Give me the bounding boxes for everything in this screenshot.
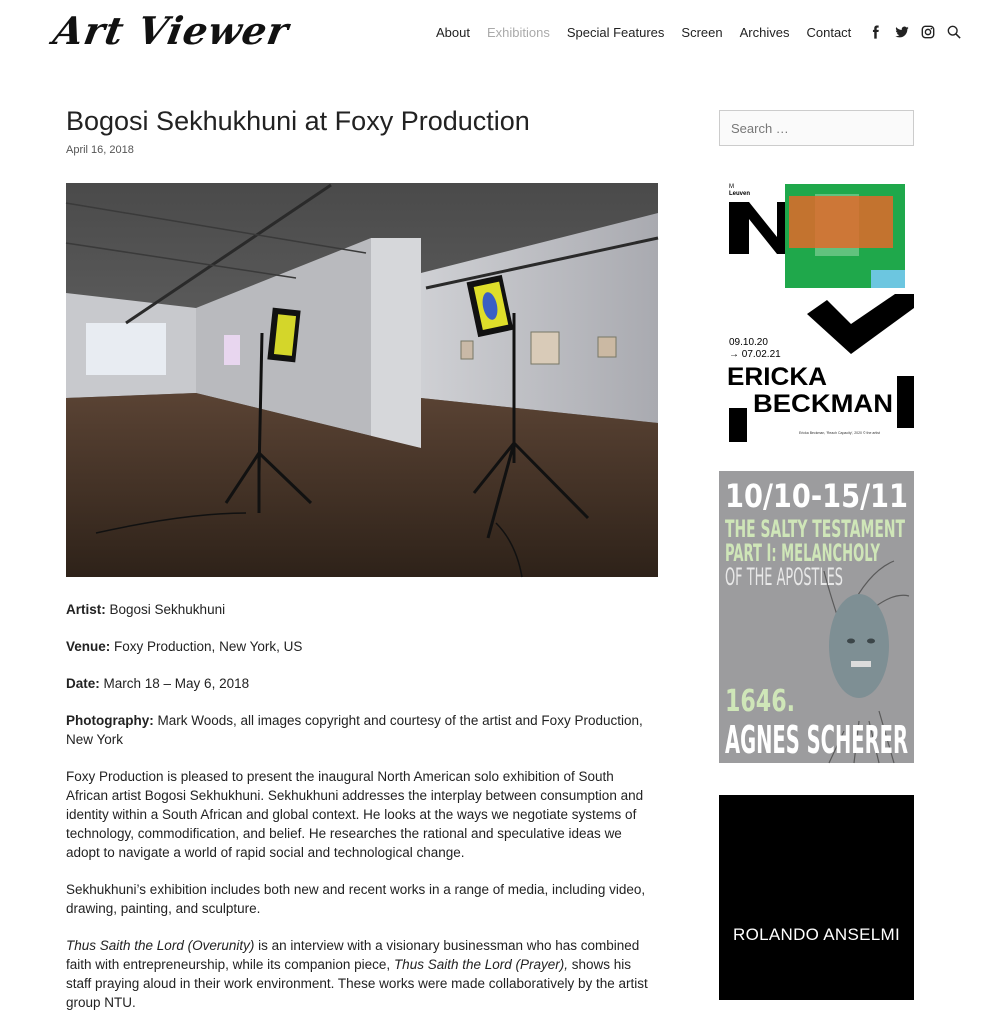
ad-rolando-anselmi[interactable] — [719, 795, 914, 1000]
ad2-artist: AGNES SCHERER — [725, 718, 908, 762]
instagram-icon[interactable] — [920, 24, 936, 40]
main-nav — [436, 24, 972, 40]
nav-archives[interactable]: Archives — [739, 24, 790, 40]
article-title: Bogosi Sekhukhuni at Foxy Production — [66, 106, 530, 136]
twitter-icon[interactable] — [894, 24, 910, 40]
facebook-icon[interactable] — [868, 24, 884, 40]
nav-exhibitions[interactable]: Exhibitions — [486, 24, 550, 40]
paragraph-intro: Foxy Production is pleased to present the inaugural North American solo exhibition of South African artist Bogosi Sekhukhuni. Sekhukhuni addresses the interplay between consumption and identity within a South African and global context. He looks at the ways we negotiate systems of technology, commodification, and belief. He researches the rational and speculative ideas we adopt to navigate a world of rapid social and technological change. — [66, 769, 644, 860]
article-body — [66, 600, 658, 1030]
ad3-label: ROLANDO ANSELMI — [733, 925, 900, 944]
sidebar-search-input[interactable] — [719, 110, 914, 146]
ad-ericka-beckman[interactable] — [719, 182, 914, 444]
meta-artist: Artist: Bogosi Sekhukhuni — [66, 602, 226, 617]
ad1-museum-city: Leuven — [729, 191, 751, 197]
article-date[interactable]: April 16, 2018 — [66, 144, 134, 156]
nav-about[interactable]: About — [436, 24, 470, 40]
ad2-line3: OF THE APOSTLES — [725, 563, 843, 591]
ad-agnes-scherer[interactable] — [719, 471, 914, 763]
search-icon[interactable] — [946, 24, 962, 40]
ad1-museum-text: M — [729, 184, 734, 190]
ad2-dates: 10/10-15/11 — [725, 477, 908, 515]
exhibition-photo — [66, 183, 658, 577]
meta-photography: Photography: Mark Woods, all images copyright and courtesy of the artist and Foxy Production, New York — [66, 713, 643, 747]
ad2-line1: THE SALTY TESTAMENT — [725, 515, 906, 543]
paragraph-media: Sekhukhuni’s exhibition includes both new and recent works in a range of media, including video, drawing, painting, and sculpture. — [66, 882, 646, 916]
nav-contact[interactable]: Contact — [806, 24, 852, 40]
nav-screen[interactable]: Screen — [681, 24, 723, 40]
meta-date: Date: March 18 – May 6, 2018 — [66, 676, 250, 691]
ad1-artist-last: BECKMAN — [753, 390, 893, 418]
ad2-number: 1646. — [725, 684, 795, 719]
ad1-dates-start: 09.10.20 — [729, 337, 768, 348]
paragraph-works: Thus Saith the Lord (Overunity) is an interview with a visionary businessman who has combined faith with entrepreneurship, while its companion piece, Thus Saith the Lord (Prayer), shows his staff praying aloud in their work environment. These works were made collaboratively by the artist group NTU. — [66, 938, 648, 1010]
ad1-credit: Ericka Beckman, 'Reach Capacity', 2020 © the artist — [799, 431, 880, 435]
nav-special-features[interactable]: Special Features — [566, 24, 665, 40]
ad2-line2: PART I: MELANCHOLY — [725, 539, 881, 567]
ad1-dates-end: → 07.02.21 — [729, 349, 781, 360]
site-logo[interactable]: Art Viewer — [50, 8, 293, 53]
meta-venue: Venue: Foxy Production, New York, US — [66, 639, 303, 654]
ad1-artist-first: ERICKA — [727, 363, 827, 391]
